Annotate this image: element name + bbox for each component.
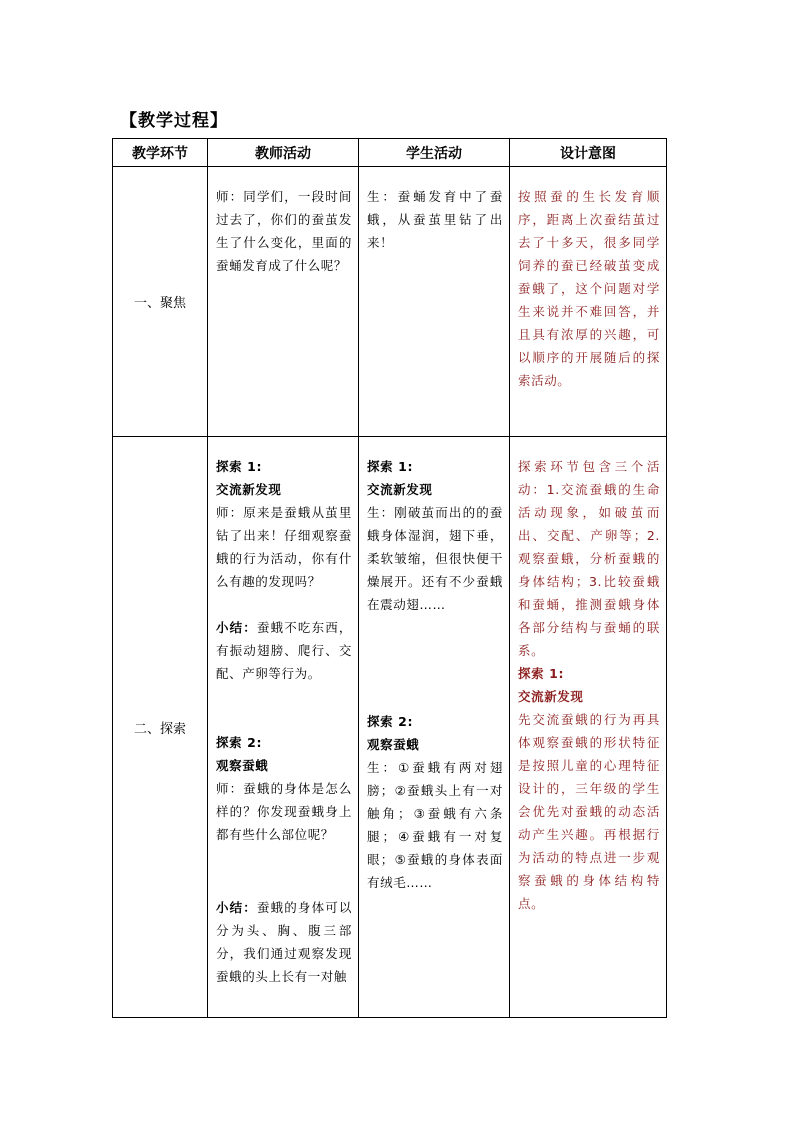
table-row (113, 437, 667, 1018)
explore2-subtitle: 观察蚕蛾 (216, 758, 269, 773)
explore1-title: 探索 1: (216, 459, 263, 474)
summary2 (216, 896, 352, 988)
explore1-subtitle: 交流新发现 (216, 482, 282, 497)
summary1-label: 小结： (216, 620, 257, 635)
teacher-explore2-text: 师：蚕蛾的身体是怎么样的？你发现蚕蛾身上都有些什么部位呢？ (216, 781, 352, 842)
student-explore1-title: 探索 1: (367, 459, 414, 474)
student-explore2-subtitle: 观察蚕蛾 (367, 737, 420, 752)
student-activity-focus: 生：蚕蛹发育中了蚕蛾，从蚕茧里钻了出来！ (367, 189, 503, 250)
header-intent: 设计意图 (510, 139, 667, 167)
summary2-label: 小结： (216, 900, 257, 915)
design-intent-explore (510, 437, 666, 915)
teacher-activity-focus: 师：同学们，一段时间过去了，你们的蚕茧发生了什么变化，里面的蚕蛹发育成了什么呢？ (216, 189, 352, 273)
header-teacher: 教师活动 (208, 139, 359, 167)
header-stage: 教学环节 (113, 139, 208, 167)
explore2-title: 探索 2: (216, 735, 263, 750)
stage-focus: 一、聚焦 (113, 167, 208, 437)
teacher-explore1-text: 师：原来是蚕蛾从茧里钻了出来！仔细观察蚕蛾的行为活动，你有什么有趣的发现吗？ (216, 505, 352, 589)
table-header-row (113, 139, 667, 167)
teaching-process-table (112, 138, 667, 1018)
teacher-activity-explore (208, 437, 358, 988)
student-explore2-text: 生：①蚕蛾有两对翅膀；②蚕蛾头上有一对触角；③蚕蛾有六条腿；④蚕蛾有一对复眼；⑤蚕蛾的身体表面有绒毛…… (367, 760, 503, 890)
stage-explore: 二、探索 (113, 437, 208, 1018)
header-student: 学生活动 (359, 139, 510, 167)
summary1 (216, 616, 352, 685)
summary1-text: 蚕蛾不吃东西，有振动翅膀、爬行、交配、产卵等行为。 (216, 620, 352, 681)
student-explore1-text: 生：刚破茧而出的的蚕蛾身体湿润，翅下垂，柔软皱缩，但很快便干燥展开。还有不少蚕蛾在震动翅…… (367, 505, 503, 612)
intent-explore1-text: 先交流蚕蛾的行为再具体观察蚕蛾的形状特征是按照儿童的心理特征设计的，三年级的学生会优先对蚕蛾的动态活动产生兴趣。再根据行为活动的特点进一步观察蚕蛾的身体结构特点。 (518, 712, 660, 911)
student-explore1-subtitle: 交流新发现 (367, 482, 433, 497)
intent-intro: 探索环节包含三个活动：1.交流蚕蛾的生命活动现象，如破茧而出、交配、产卵等；2.观察蚕蛾，分析蚕蛾的身体结构；3.比较蚕蛾和蚕蛹，推测蚕蛾身体各部分结构与蚕蛹的联系。 (518, 459, 660, 658)
student-explore2-title: 探索 2: (367, 714, 414, 729)
section-heading: 【教学过程】 (120, 111, 228, 131)
intent-explore1-subtitle: 交流新发现 (518, 689, 584, 704)
summary2-text: 蚕蛾的身体可以分为头、胸、腹三部分，我们通过观察发现蚕蛾的头上长有一对触 (216, 900, 352, 984)
design-intent-focus: 按照蚕的生长发育顺序，距离上次蚕结茧过去了十多天，很多同学饲养的蚕已经破茧变成蚕蛾了，这个问题对学生来说并不难回答，并且具有浓厚的兴趣，可以顺序的开展随后的探索活动。 (518, 189, 660, 388)
student-activity-explore (359, 437, 509, 894)
table-row (113, 167, 667, 437)
intent-explore1-title: 探索 1: (518, 666, 565, 681)
